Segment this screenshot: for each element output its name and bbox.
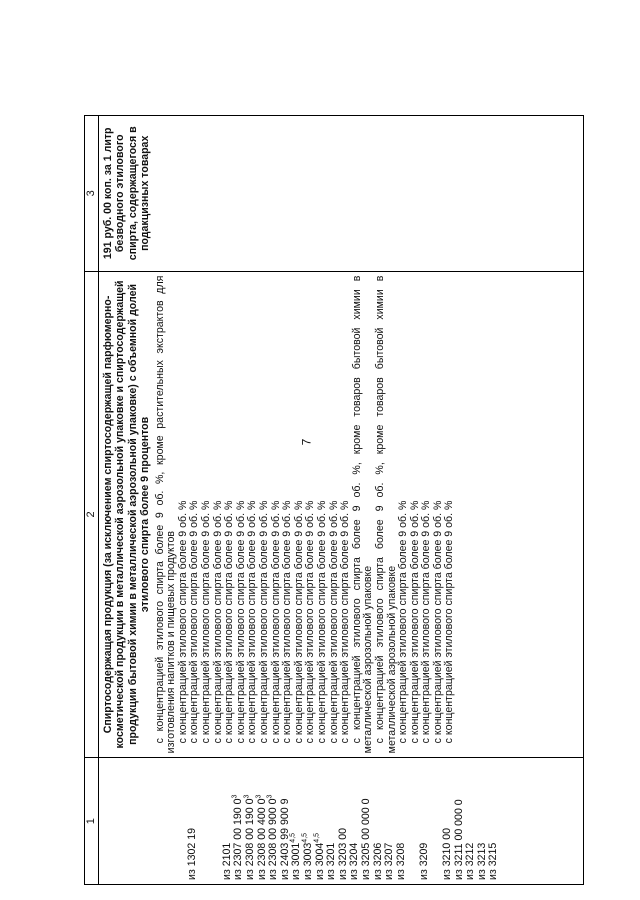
table-row-description: с концентрацией этилового спирта более 9 об. % [176, 500, 189, 744]
row-code-text: из 3205 00 000 0 [359, 798, 372, 880]
row-code-text: из 3203 00 [336, 827, 349, 880]
table-header-row [85, 116, 99, 884]
row-code-text: из 3210 00 [441, 827, 454, 880]
row-code-text: из 3215 [487, 842, 500, 880]
page-number: 7 [299, 438, 314, 446]
section-first-description: с концентрацией этилового спирта более 9 об. %, кроме растительных экстрактов для изготовления напитков и пищевых продуктов [153, 275, 178, 754]
table-row-description: с концентрацией этилового спирта более 9 об. % [315, 500, 328, 744]
table-row-description: с концентрацией этилового спирта более 9 об. % [223, 500, 236, 744]
row-code-footnote: 3 [243, 794, 251, 799]
row-code-footnote: 4,5 [313, 832, 321, 843]
table-row-description: с концентрацией этилового спирта более 9 об. % [420, 500, 433, 744]
row-code-text: из 3213 [475, 842, 488, 880]
table-row-description: с концентрацией этилового спирта более 9 об. % [339, 500, 352, 744]
row-code-footnote: 4,5 [301, 832, 309, 843]
code-spacer [101, 762, 187, 880]
table-row-description: с концентрацией этилового спирта более 9 об. % [443, 500, 456, 744]
row-code-text: из 3209 [417, 842, 430, 880]
column-header-3: 3 [85, 190, 97, 197]
rate-column [99, 116, 583, 271]
table-row-description: с концентрацией этилового спирта более 9 об. % [292, 500, 305, 744]
tariff-table [84, 115, 584, 885]
row-code-text: из 3211 00 000 0 [452, 799, 465, 880]
section-code: из 1302 19 [186, 827, 198, 880]
row-code-text: из 2101 [220, 842, 233, 880]
row-code-text: из 3004 [313, 842, 326, 880]
row-code-text: из 2307 00 190 0 [232, 798, 245, 880]
table-row-description: с концентрацией этилового спирта более 9 об. % [397, 500, 410, 744]
row-code-text: из 2308 00 900 0 [267, 798, 280, 880]
table-row-description: с концентрацией этилового спирта более 9 об. % [304, 500, 317, 744]
table-row-description: с концентрацией этилового спирта более 9 об. % [327, 500, 340, 744]
table-row-description: с концентрацией этилового спирта более 9 об. % [408, 500, 421, 744]
row-code-text: из 2308 00 190 0 [243, 798, 256, 880]
column-header-1: 1 [85, 757, 98, 884]
row-code-text: из 3204 [348, 842, 361, 880]
row-code-text: из 3001 [290, 842, 303, 880]
row-code-text: из 3208 [394, 842, 407, 880]
table-body [99, 116, 583, 884]
table-row-code [419, 762, 442, 880]
table-row-code [396, 762, 419, 880]
row-code-text: из 3206 [371, 842, 384, 880]
table-row-description: с концентрацией этилового спирта более 9 об. % [211, 500, 224, 744]
row-code-text: из 3003 [301, 842, 314, 880]
row-code-text: из 2403 99 900 9 [278, 798, 291, 880]
row-code-text: из 3207 [383, 842, 396, 880]
description-column [99, 271, 583, 758]
section-title: Спиртосодержащая продукция (за исключением спиртосодержащей парфюмерно-косметической продукции в металлической аэрозольной упаковке и спиртосодержащей продукции бытовой химии в металлической аэрозольной упаковке) с объемной долей этилового спирта более 9 процентов [102, 280, 152, 749]
table-row-code [488, 762, 500, 880]
row-code-text: из 3201 [325, 842, 338, 880]
table-row-description: с концентрацией этилового спирта более 9 об. % [257, 500, 270, 744]
row-code-footnote: 3 [266, 794, 274, 799]
table-row-description: с концентрацией этилового спирта более 9 об. % [246, 500, 259, 744]
column-header-2: 2 [85, 271, 98, 758]
code-column [99, 757, 583, 884]
table-row-description: с концентрацией этилового спирта более 9 об. % [234, 500, 247, 744]
row-code-text: из 2308 00 400 0 [255, 798, 268, 880]
table-row-description: с концентрацией этилового спирта более 9 об. % [431, 500, 444, 744]
row-code-text: из 3212 [464, 842, 477, 880]
table-row-description: с концентрацией этилового спирта более 9 об. %, кроме товаров бытовой химии в металлической аэрозольной упаковке [373, 275, 398, 754]
table-row-description: с концентрацией этилового спирта более 9 об. % [188, 500, 201, 744]
table-row-description: с концентрацией этилового спирта более 9 об. % [269, 500, 282, 744]
table-row-description: с концентрацией этилового спирта более 9 об. % [281, 500, 294, 744]
row-code-footnote: 3 [231, 794, 239, 799]
row-code-footnote: 4,5 [289, 832, 297, 843]
excise-rate: 191 руб. 00 коп. за 1 литр безводного этилового спирта, содержащегося в подакцизных товарах [102, 126, 152, 261]
table-row-description: с концентрацией этилового спирта более 9 об. % [200, 500, 212, 744]
table-row-description: с концентрацией этилового спирта более 9 об. %, кроме товаров бытовой химии в металлической аэрозольной упаковке [350, 275, 375, 754]
row-code-footnote: 3 [255, 794, 263, 799]
